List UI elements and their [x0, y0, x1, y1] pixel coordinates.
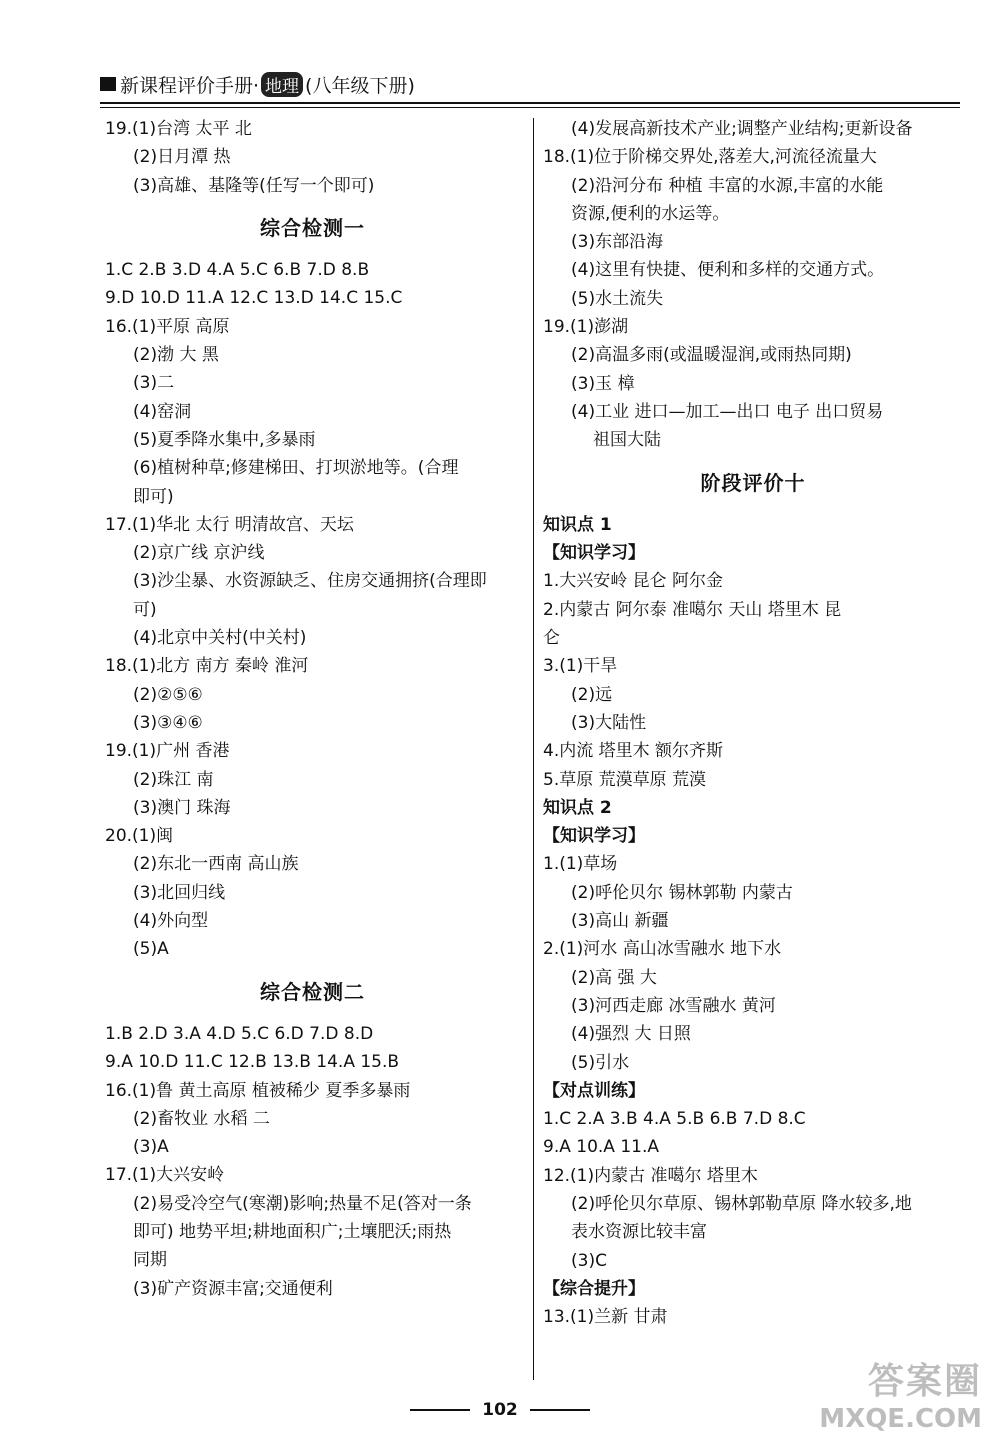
answer-line: 仑 [543, 628, 560, 649]
column-divider [533, 118, 534, 1380]
answer-line: 即可) 地势平坦;耕地面积广;土壤肥沃;雨热 [133, 1221, 452, 1242]
answer-line: 9.D 10.D 11.A 12.C 13.D 14.C 15.C [105, 288, 403, 309]
answer-line: 13.(1)兰新 甘肃 [543, 1307, 668, 1328]
answer-line: (2)高 强 大 [571, 967, 657, 988]
answer-line: 3.(1)干旱 [543, 656, 618, 677]
answer-line: (2)远 [571, 684, 613, 705]
answer-line: 1.B 2.D 3.A 4.D 5.C 6.D 7.D 8.D [105, 1023, 374, 1044]
answer-line: 4.内流 塔里木 额尔齐斯 [543, 741, 724, 762]
answer-line: (3)河西走廊 冰雪融水 黄河 [571, 995, 776, 1016]
answer-line: (3)③④⑥ [133, 712, 203, 733]
answer-line: (4)强烈 大 日照 [571, 1024, 691, 1045]
answer-line: (2)沿河分布 种植 丰富的水源,丰富的水能 [571, 175, 884, 196]
answer-line: 1.大兴安岭 昆仑 阿尔金 [543, 571, 724, 592]
answer-line: (2)高温多雨(或温暖湿润,或雨热同期) [571, 345, 852, 366]
answer-line: 9.A 10.D 11.C 12.B 13.B 14.A 15.B [105, 1052, 400, 1073]
answer-line [543, 497, 963, 511]
answer-line: (3)C [571, 1250, 607, 1271]
answer-line: (4)外向型 [133, 911, 209, 932]
subject-badge: 地理 [261, 72, 303, 97]
answer-line: (4)工业 进口—加工—出口 电子 出口贸易 [571, 401, 884, 422]
answer-line: 1.(1)草场 [543, 854, 618, 875]
answer-line: 12.(1)内蒙古 准噶尔 塔里木 [543, 1165, 758, 1186]
section-tag: 知识点 2 [543, 797, 612, 818]
answer-line: (3)沙尘暴、水资源缺乏、住房交通拥挤(合理即 [133, 571, 487, 592]
grade-label: (八年级下册) [305, 74, 415, 97]
section-title: 综合检测一 [260, 215, 365, 240]
answer-line: (5)水土流失 [571, 288, 664, 309]
watermark [819, 1353, 982, 1434]
answer-line [543, 455, 963, 469]
page-number: 102 [482, 1400, 518, 1420]
section-tag: 【知识学习】 [543, 543, 645, 564]
answer-line: (2)②⑤⑥ [133, 684, 203, 705]
answer-line: 资源,便利的水运等。 [571, 203, 730, 224]
answer-line: (3)二 [133, 373, 175, 394]
answer-line: 5.草原 荒漠草原 荒漠 [543, 769, 707, 790]
answer-line: (3)澳门 珠海 [133, 797, 231, 818]
book-title: 新课程评价手册· [120, 74, 260, 97]
answer-line: 19.(1)台湾 太平 北 [105, 119, 252, 139]
answer-line: (2)京广线 京沪线 [133, 543, 265, 564]
answer-line: (6)植树种草;修建梯田、打坝淤地等。(合理 [133, 458, 459, 479]
answer-line: 2.(1)河水 高山冰雪融水 地下水 [543, 939, 782, 960]
answer-line: 1.C 2.A 3.B 4.A 5.B 6.B 7.D 8.C [543, 1109, 806, 1130]
answer-line: (5)引水 [571, 1052, 630, 1073]
answer-line: (4)窑洞 [133, 401, 192, 422]
header-rule [100, 102, 960, 108]
answer-line: (3)高山 新疆 [571, 911, 669, 932]
answer-line: 可) [133, 599, 157, 620]
answer-line: (5)A [133, 939, 169, 960]
left-column [105, 115, 520, 1303]
watermark-logo: 答案圈 [867, 1361, 982, 1402]
answer-line: 16.(1)平原 高原 [105, 316, 230, 337]
answer-line: 16.(1)鲁 黄土高原 植被稀少 夏季多暴雨 [105, 1080, 411, 1101]
answer-line: (4)这里有快捷、便利和多样的交通方式。 [571, 260, 885, 281]
right-column [543, 115, 963, 1331]
answer-line: (2)东北一西南 高山族 [133, 854, 299, 875]
answer-line: 18.(1)位于阶梯交界处,落差大,河流径流量大 [543, 147, 877, 168]
answer-line: (2)畜牧业 水稻 二 [133, 1108, 270, 1129]
answer-line: (3)A [133, 1137, 169, 1158]
answer-line: 9.A 10.A 11.A [543, 1137, 659, 1158]
answer-line: (2)易受冷空气(寒潮)影响;热量不足(答对一条 [133, 1193, 472, 1214]
answer-line: 20.(1)闽 [105, 826, 174, 847]
section-title: 综合检测二 [260, 979, 365, 1004]
book-icon [100, 77, 116, 91]
answer-line [105, 964, 520, 978]
answer-line: 祖国大陆 [593, 430, 661, 451]
answer-line: 表水资源比较丰富 [571, 1222, 707, 1243]
answer-line: (2)渤 大 黑 [133, 345, 219, 366]
answer-line: (3)玉 樟 [571, 373, 635, 394]
answer-line: (3)北回归线 [133, 882, 226, 903]
ornament-right [530, 1409, 590, 1411]
section-tag: 知识点 1 [543, 514, 612, 535]
answer-line: (4)北京中关村(中关村) [133, 628, 307, 649]
running-header [100, 68, 960, 100]
ornament-left [410, 1409, 470, 1411]
answer-line: 17.(1)大兴安岭 [105, 1165, 225, 1186]
answer-line: 19.(1)广州 香港 [105, 741, 230, 762]
answer-line: 1.C 2.B 3.D 4.A 5.C 6.B 7.D 8.B [105, 260, 370, 281]
answer-line: (3)大陆性 [571, 712, 647, 733]
watermark-url: MXQE.COM [819, 1404, 982, 1434]
answer-line: (2)呼伦贝尔草原、锡林郭勒草原 降水较多,地 [571, 1193, 912, 1214]
answer-line: 即可) [133, 486, 174, 507]
answer-line [105, 1006, 520, 1020]
answer-line: (3)高雄、基隆等(任写一个即可) [133, 175, 375, 196]
section-tag: 【对点训练】 [543, 1080, 645, 1101]
answer-line: 18.(1)北方 南方 秦岭 淮河 [105, 656, 309, 677]
answer-line: (2)日月潭 热 [133, 147, 231, 168]
answer-line: 2.内蒙古 阿尔泰 准噶尔 天山 塔里木 昆 [543, 599, 842, 620]
answer-line: (2)珠江 南 [133, 769, 214, 790]
answer-line: (5)夏季降水集中,多暴雨 [133, 429, 316, 450]
section-tag: 【综合提升】 [543, 1278, 645, 1299]
answer-line [105, 242, 520, 256]
answer-line: (3)东部沿海 [571, 232, 664, 253]
answer-line [105, 200, 520, 214]
answer-line: (3)矿产资源丰富;交通便利 [133, 1278, 333, 1299]
answer-line: (2)呼伦贝尔 锡林郭勒 内蒙古 [571, 882, 793, 903]
answer-line: (4)发展高新技术产业;调整产业结构;更新设备 [571, 119, 913, 139]
answer-line: 19.(1)澎湖 [543, 317, 629, 338]
section-title: 阶段评价十 [700, 470, 806, 495]
answer-line: 17.(1)华北 太行 明清故宫、天坛 [105, 514, 354, 535]
answer-line: 同期 [133, 1250, 167, 1271]
section-tag: 【知识学习】 [543, 826, 645, 847]
